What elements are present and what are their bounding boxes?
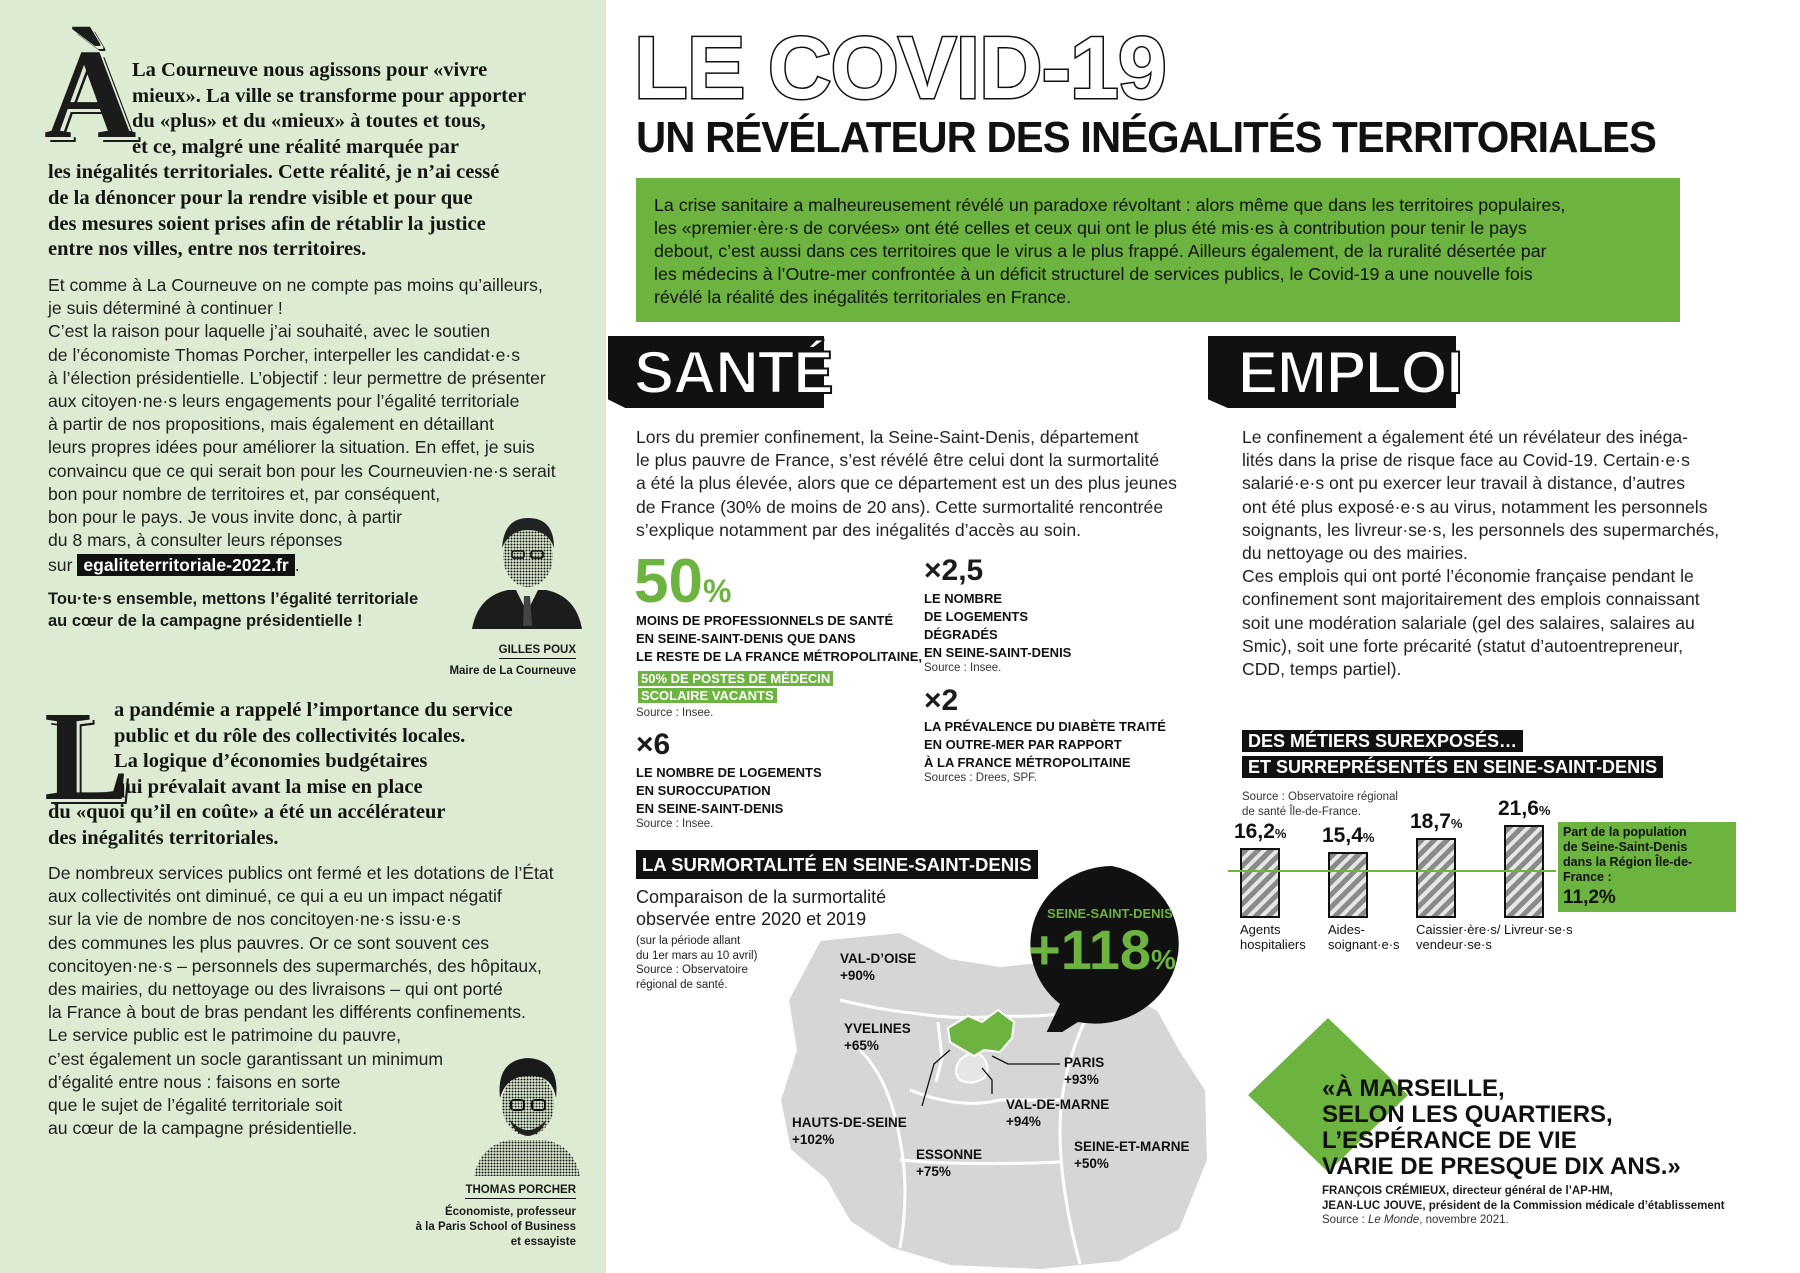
bar-3: [1416, 838, 1456, 918]
stat-x25-value: ×2,5: [924, 554, 984, 587]
page-title: LE COVID-19: [634, 18, 1166, 117]
intro-text: La crise sanitaire a malheureusement révélé un paradoxe révoltant : alors même que dans les territoires populaires, les «premier·ère·s de corvées» ont été celles et ceux qui ont le plus été mis·es à contribution pour tenir le pays debout, c’est aussi dans ces territoires que le virus a le plus frappé. Ailleurs également, de la ruralité désertée par les médecins à l’Outre-mer confrontée à un déficit structurel de services publics, le Covid-19 a une nouvelle fois révélé la réalité des inégalités territoriales en France.: [654, 195, 1566, 307]
bar-value-3: 18,7%: [1410, 809, 1463, 833]
bar-category-1: Agents hospitaliers: [1240, 922, 1306, 952]
intro-lead: La Courneuve nous agissons pour «vivre mieux». La ville se transforme pour apporter du «plus» et du «mieux» à toutes et tous, et ce, malgré une réalité marquée par les inégalités territoriales. Cette réalité, je n’ai cessé de la dénoncer pour la rendre visible et pour que des mesures soient prises afin de rétablir la justice entre nos villes, entre nos territoires.: [48, 59, 527, 261]
stat-x6-value: ×6: [636, 728, 671, 761]
portrait-gilles-poux: [468, 504, 586, 629]
dropcap-l: L: [44, 685, 130, 827]
map-label-hauts-de-seine: HAUTS-DE-SEINE +102%: [792, 1115, 907, 1147]
sante-title: SANTÉ: [634, 339, 833, 406]
sig-thomas-porcher: THOMAS PORCHER Économiste, professeur à la Paris School of Business et essayiste: [415, 1184, 576, 1248]
site-link[interactable]: egaliteterritoriale-2022.fr: [77, 554, 294, 576]
bar-category-3: Caissier·ère·s/ vendeur·se·s: [1416, 922, 1501, 952]
page-subtitle: UN RÉVÉLATEUR DES INÉGALITÉS TERRITORIALES: [636, 113, 1656, 162]
map-label-yvelines: YVELINES +65%: [844, 1021, 911, 1053]
bar-2: [1328, 852, 1368, 918]
intro-closing: Tou·te·s ensemble, mettons l’égalité territoriale au cœur de la campagne présidentielle !: [48, 590, 419, 630]
stat-x2-caption: LA PRÉVALENCE DU DIABÈTE TRAITÉ EN OUTRE-MER PAR RAPPORT À LA FRANCE MÉTROPOLITAINE: [924, 719, 1166, 770]
emploi-body: Le confinement a également été un révélateur des inéga- lités dans la prise de risque face au Covid-19. Certain·e·s salarié·e·s ont pu exercer leur travail à distance, d’autres ont été plus exposé·e·s au virus, notamment les personnels soignants, les livreur·se·s, les personnels des supermarchés, du nettoyage ou des mairies. Ces emplois qui ont porté l’économie française pendant le confinement sont majoritairement des emplois connaissant soit une modération salariale (gel des salaires, salaires au Smic), soit une forte précarité (statut d’autoentrepreneur, CDD, temps partiel).: [1242, 427, 1720, 680]
intro-body: Et comme à La Courneuve on ne compte pas moins qu’ailleurs, je suis déterminé à continuer ! C’est la raison pour laquelle j’ai souhaité, avec le soutien de l’économiste Thomas Porcher, interpeller les candidat·e·s à l’élection présidentielle. L’objectif : leur permettre de présenter aux citoyen·ne·s leurs engagements pour l’égalité territoriale à partir de nos propositions, mais également en détaillant leurs propres idées pour améliorer la situation. En effet, je suis convaincu que ce qui serait bon pour les Courneuvien·ne·s serait bon pour nombre de territoires et, par conséquent, bon pour le pays. Je vous invite donc, à partir du 8 mars, à consulter leurs réponses sur egaliteterritoriale-2022.fr .: [48, 275, 556, 576]
map-label-essonne: ESSONNE +75%: [916, 1147, 983, 1179]
stat-50-value: 50%: [634, 547, 732, 616]
stat-x6-source: Source : Insee.: [636, 818, 714, 830]
stat-50-caption: MOINS DE PROFESSIONNELS DE SANTÉ EN SEINE-SAINT-DENIS QUE DANS LE RESTE DE LA FRANCE MÉTROPOLITAINE,: [636, 613, 923, 664]
bubble-value: +118%: [1028, 918, 1176, 981]
reference-line: [1228, 870, 1556, 872]
surmortalite-note: (sur la période allant du 1er mars au 10 avril) Source : Observatoire régional de santé.: [636, 935, 758, 991]
surmortalite-subtitle: Comparaison de la surmortalité observée entre 2020 et 2019: [636, 887, 887, 929]
reference-label: Part de la population de Seine-Saint-Denis dans la Région Île-de-France : 11,2%: [1558, 822, 1736, 912]
metiers-label: DES MÉTIERS SUREXPOSÉS… ET SURREPRÉSENTÉS EN SEINE-SAINT-DENIS: [1242, 728, 1663, 780]
bubble-label: SEINE-SAINT-DENIS: [1047, 906, 1173, 921]
metiers-source: Source : Observatoire régional de santé Île-de-France.: [1242, 791, 1398, 818]
sante-body: Lors du premier confinement, la Seine-Saint-Denis, département le plus pauvre de France, s’est révélé être celui dont la surmortalité a été la plus élevée, alors que ce département est un des plus jeunes de France (30% de moins de 20 ans). Cette surmortalité rencontrée s’explique notamment par des inégalités d’accès au soin.: [636, 427, 1177, 540]
stat-50-source: Source : Insee.: [636, 707, 714, 719]
bar-category-2: Aides- soignant·e·s: [1328, 922, 1400, 952]
bar-value-2: 15,4%: [1322, 823, 1375, 847]
quote-attribution: FRANÇOIS CRÉMIEUX, directeur général de l’AP-HM, JEAN-LUC JOUVE, président de la Commission médicale d’établissement: [1322, 1185, 1725, 1212]
quote-text: «À MARSEILLE, SELON LES QUARTIERS, L’ESPÉRANCE DE VIE VARIE DE PRESQUE DIX ANS.»: [1322, 1075, 1681, 1180]
map-label-seine-et-marne: SEINE-ET-MARNE +50%: [1074, 1139, 1190, 1171]
stat-x25-source: Source : Insee.: [924, 662, 1002, 674]
stat-x25-caption: LE NOMBRE DE LOGEMENTS DÉGRADÉS EN SEINE-SAINT-DENIS: [924, 591, 1072, 660]
second-body: De nombreux services publics ont fermé et les dotations de l’État aux collectivités ont diminué, ce qui a eu un impact négatif sur la vie de nombre de nos concitoyen·ne·s issu·e·s des communes les plus pauvres. Or ce sont souvent ces concitoyen·ne·s – personnels des supermarchés, des hôpitaux, des mairies, du nettoyage ou des livraisons – qui ont porté la France à bout de bras pendant les différents confinements. Le service public est le patrimoine du pauvre, c’est également un socle garantissant un minimum d’égalité entre nous : faisons en sorte que le sujet de l’égalité territoriale soit au cœur de la campagne présidentielle.: [48, 863, 554, 1139]
stat-x2-value: ×2: [924, 684, 959, 717]
map-label-paris: PARIS +93%: [1064, 1055, 1105, 1087]
stat-x2-source: Sources : Drees, SPF.: [924, 772, 1038, 784]
stat-50-highlight: 50% DE POSTES DE MÉDECIN SCOLAIRE VACANTS: [638, 670, 833, 704]
portrait-thomas-porcher: [466, 1048, 588, 1176]
bar-value-4: 21,6%: [1498, 797, 1551, 821]
quote-source: Source : Le Monde, novembre 2021.: [1322, 1214, 1509, 1226]
map-label-val-de-marne: VAL-DE-MARNE +94%: [1006, 1097, 1110, 1129]
stat-x6-caption: LE NOMBRE DE LOGEMENTS EN SUROCCUPATION EN SEINE-SAINT-DENIS: [636, 765, 822, 816]
sig-gilles-poux: GILLES POUX Maire de La Courneuve: [449, 644, 576, 677]
bar-1: [1240, 848, 1280, 918]
left-column: [0, 0, 606, 1273]
second-lead: a pandémie a rappelé l’importance du service public et du rôle des collectivités locales. La logique d’économies budgétaires qui prévalait avant la mise en place du «quoi qu’il en coûte» a été un accélérateur des inégalités territoriales.: [48, 699, 513, 849]
emploi-title: EMPLOI: [1238, 339, 1463, 406]
bar-value-1: 16,2%: [1234, 820, 1287, 844]
surmortalite-label: LA SURMORTALITÉ EN SEINE-SAINT-DENIS: [636, 850, 1038, 879]
dropcap-a: À: [44, 23, 137, 165]
bar-category-4: Livreur·se·s: [1504, 922, 1573, 937]
map-label-val-doise: VAL-D’OISE +90%: [840, 951, 917, 983]
intro-box: [636, 178, 1680, 322]
